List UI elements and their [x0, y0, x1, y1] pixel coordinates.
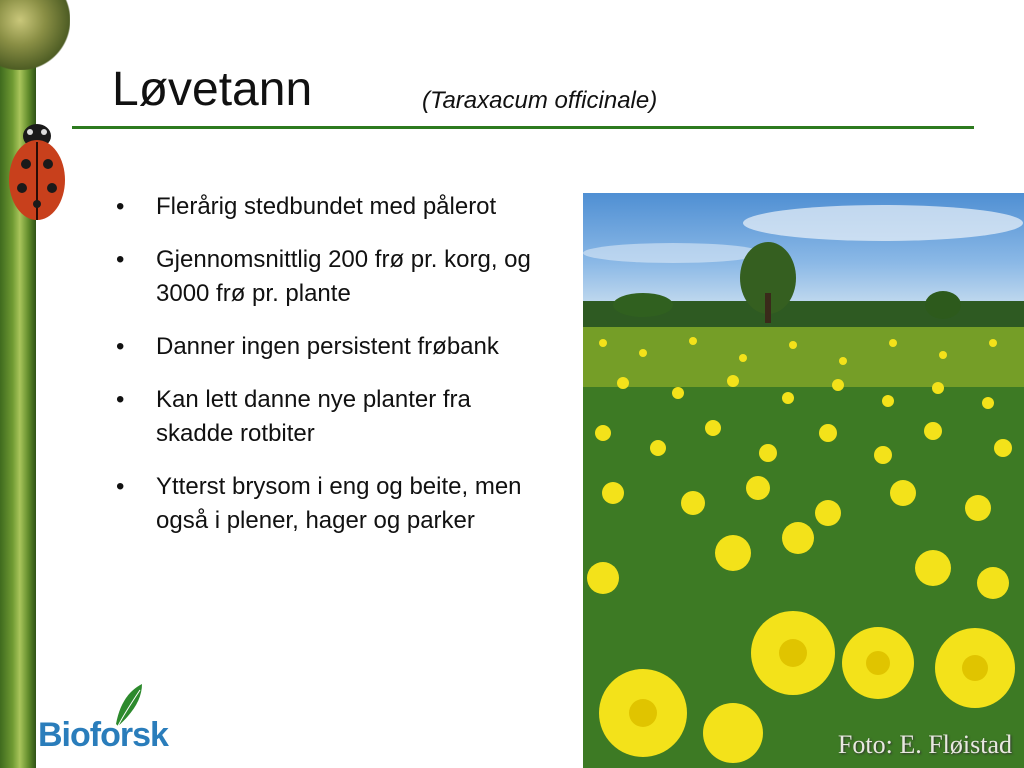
- ladybug-icon: [6, 112, 68, 224]
- bullet-glyph: •: [116, 246, 125, 273]
- bullet-glyph: •: [116, 193, 125, 220]
- meadow-illustration: [583, 193, 1024, 768]
- leaf-logo-icon: [38, 684, 198, 754]
- bullet-item: [112, 383, 542, 451]
- bullet-glyph: •: [116, 333, 125, 360]
- bullet-text: Kan lett danne nye planter fra skadde rotbiter: [156, 386, 471, 447]
- slide-subtitle: (Taraxacum officinale): [422, 87, 658, 114]
- bullet-text: Flerårig stedbundet med pålerot: [156, 193, 497, 220]
- bullet-item: [112, 190, 542, 224]
- logo-wordmark: Bioforsk: [38, 716, 168, 754]
- stem-bud-decoration: [0, 0, 70, 70]
- dandelion-field-photo: [583, 193, 1024, 768]
- bullet-item: [112, 243, 542, 311]
- bullet-glyph: •: [116, 386, 125, 413]
- bullet-item: [112, 330, 542, 364]
- bullet-text: Gjennomsnittlig 200 frø pr. korg, og 3000 frø pr. plante: [156, 246, 531, 307]
- photo-credit: Foto: E. Fløistad: [837, 730, 1012, 759]
- slide-title: Løvetann: [112, 63, 313, 116]
- bullet-text: Danner ingen persistent frøbank: [156, 333, 499, 360]
- bullet-text: Ytterst brysom i eng og beite, men også i plener, hager og parker: [156, 473, 522, 534]
- bullet-item: [112, 470, 542, 538]
- bullet-list: [112, 190, 542, 557]
- title-divider: [72, 126, 974, 129]
- bioforsk-logo: [38, 684, 198, 754]
- bullet-glyph: •: [116, 473, 125, 500]
